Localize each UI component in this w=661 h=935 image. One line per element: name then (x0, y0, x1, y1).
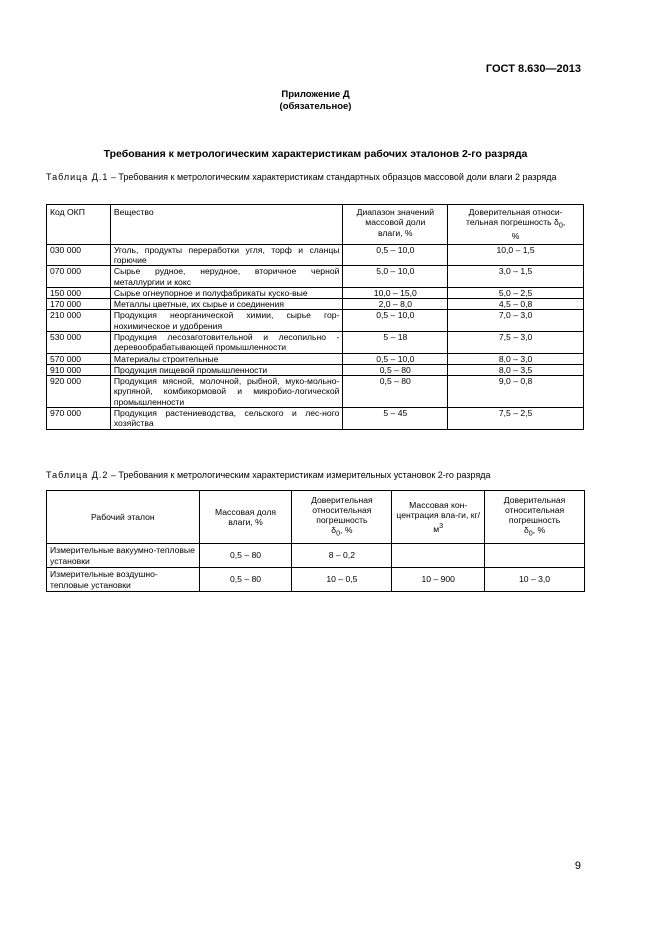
table1-header-range-line1: Диапазон значений (356, 207, 434, 217)
cell-range: 0,5 – 10,0 (343, 353, 448, 364)
table-row (47, 299, 584, 310)
table1-header-row (47, 205, 584, 245)
cell-error: 8,0 – 3,0 (448, 353, 584, 364)
table1-caption (46, 171, 586, 183)
annex-status: (обязательное) (279, 101, 352, 112)
cell-error: 8 – 0,2 (292, 544, 392, 568)
table1-caption-label: Таблица Д.1 (46, 172, 109, 182)
table1-header-error-line2: тельная погрешность δ (466, 217, 559, 228)
cell-substance: Продукция лесозаготовительной и лесопильно - деревообрабатывающей промышленности (110, 331, 343, 353)
table2-header-conc-error-unit: , % (532, 525, 546, 536)
table1-caption-text: – Требования к метрологическим характеристикам стандартных образцов массовой доли влаги 2 разряда (108, 172, 557, 182)
cell-conc-error: 10 – 3,0 (485, 568, 585, 592)
cell-error: 9,0 – 0,8 (448, 376, 584, 408)
cell-error: 5,0 – 2,5 (448, 287, 584, 298)
table-row (47, 353, 584, 364)
cell-code: 530 000 (47, 331, 111, 353)
table2-header-error-unit: , % (340, 525, 353, 536)
cell-moisture: 0,5 – 80 (199, 544, 292, 568)
cell-standard: Измерительные воздушно-тепловые установки (47, 568, 200, 592)
cell-range: 5 – 18 (343, 331, 448, 353)
cell-substance: Металлы цветные, их сырье и соединения (110, 299, 343, 310)
cell-substance: Продукция неорганической химии, сырье гор-нохимическое и удобрения (110, 310, 343, 332)
table2-header-conc-error-symbol: δ (523, 525, 529, 536)
table-row (47, 331, 584, 353)
section-title: Требования к метрологическим характеристикам рабочих эталонов 2-го разряда (103, 148, 528, 160)
table1-header-substance: Вещество (110, 205, 343, 245)
cell-error: 7,5 – 2,5 (448, 408, 584, 430)
cell-substance: Материалы строительные (110, 353, 343, 364)
cell-code: 570 000 (47, 353, 111, 364)
cell-code: 970 000 (47, 408, 111, 430)
table2-header-conc-error-sub: 0 (528, 530, 533, 539)
cell-substance: Уголь, продукты переработки угля, торф и сланцы горючие (110, 244, 343, 266)
cell-error: 10,0 – 1,5 (448, 244, 584, 266)
table2-caption-text: – Требования к метрологическим характеристикам измерительных установок 2-го разряда (108, 470, 491, 480)
cell-range: 0,5 – 80 (343, 364, 448, 375)
table2-header-moisture: Массовая доля влаги, % (199, 491, 292, 544)
table2-header-concentration-text: Массовая кон-центрация вла-ги, кг/м (396, 500, 481, 534)
cell-substance: Продукция мясной, молочной, рыбной, муко-мольно-крупяной, комбикормовой и микробио-логической промышленности (110, 376, 343, 408)
cell-code: 910 000 (47, 364, 111, 375)
table-row (47, 310, 584, 332)
table2-caption (46, 469, 586, 481)
table1-header-error-sub: 0 (558, 222, 563, 231)
table2-header-conc-error (485, 491, 585, 544)
table-row (47, 266, 584, 288)
table-row (47, 287, 584, 298)
cell-code: 030 000 (47, 244, 111, 266)
table2-header-error-sub: 0 (336, 530, 341, 539)
cell-conc-error (485, 544, 585, 568)
table-row (47, 244, 584, 266)
table1-header-code: Код ОКП (47, 205, 111, 245)
table1-header-range (343, 205, 448, 245)
table2-caption-label: Таблица Д.2 (46, 470, 109, 480)
cell-range: 0,5 – 80 (343, 376, 448, 408)
cell-range: 5 – 45 (343, 408, 448, 430)
cell-error: 3,0 – 1,5 (448, 266, 584, 288)
table-row (47, 544, 585, 568)
table1-header-error-line1: Доверительная относи- (468, 207, 563, 217)
cell-error: 4,5 – 0,8 (448, 299, 584, 310)
table2-header-error (292, 491, 392, 544)
cell-code: 920 000 (47, 376, 111, 408)
table2-header-error-text: Доверительная относительная погрешность (311, 494, 373, 526)
cell-code: 070 000 (47, 266, 111, 288)
table-row (47, 568, 585, 592)
table1-header-range-line2: массовой доли (365, 217, 426, 228)
cell-code: 170 000 (47, 299, 111, 310)
cell-substance: Продукция пищевой промышленности (110, 364, 343, 375)
table2-header-row (47, 491, 585, 544)
cell-substance: Сырье огнеупорное и полуфабрикаты куско-вые (110, 287, 343, 298)
cell-range: 0,5 – 10,0 (343, 310, 448, 332)
table2-header-error-symbol: δ (331, 525, 337, 536)
table-row (47, 364, 584, 375)
cell-moisture: 0,5 – 80 (199, 568, 292, 592)
annex-heading (0, 89, 631, 113)
page-number: 9 (574, 860, 581, 872)
table-row (47, 408, 584, 430)
table1-header-range-line3: влаги, % (378, 227, 413, 238)
cell-code: 210 000 (47, 310, 111, 332)
table-row (47, 376, 584, 408)
cell-error: 7,0 – 3,0 (448, 310, 584, 332)
table2-header-concentration (392, 491, 485, 544)
table1-header-error (448, 205, 584, 245)
table2-header-conc-error-text: Доверительная относительная погрешность (503, 494, 566, 526)
table2-header-concentration-sup: 3 (439, 521, 444, 530)
cell-range: 10,0 – 15,0 (343, 287, 448, 298)
table1 (46, 204, 584, 430)
annex-title: Приложение Д (281, 89, 350, 100)
table1-header-error-unit: % (511, 231, 520, 242)
cell-substance: Продукция растениеводства, сельского и лес-ного хозяйства (110, 408, 343, 430)
table1-header-error-comma: , (562, 217, 566, 228)
cell-error: 7,5 – 3,0 (448, 331, 584, 353)
table2-header-standard: Рабочий эталон (47, 491, 200, 544)
cell-range: 0,5 – 10,0 (343, 244, 448, 266)
cell-concentration (392, 544, 485, 568)
cell-error: 8,0 – 3,5 (448, 364, 584, 375)
cell-standard: Измерительные вакуумно-тепловые установки (47, 544, 200, 568)
cell-range: 5,0 – 10,0 (343, 266, 448, 288)
cell-substance: Сырье рудное, нерудное, вторичное черной металлургии и кокс (110, 266, 343, 288)
cell-range: 2,0 – 8,0 (343, 299, 448, 310)
table2 (46, 490, 585, 592)
cell-error: 10 – 0,5 (292, 568, 392, 592)
document-code: ГОСТ 8.630—2013 (485, 63, 581, 75)
cell-code: 150 000 (47, 287, 111, 298)
cell-concentration: 10 – 900 (392, 568, 485, 592)
